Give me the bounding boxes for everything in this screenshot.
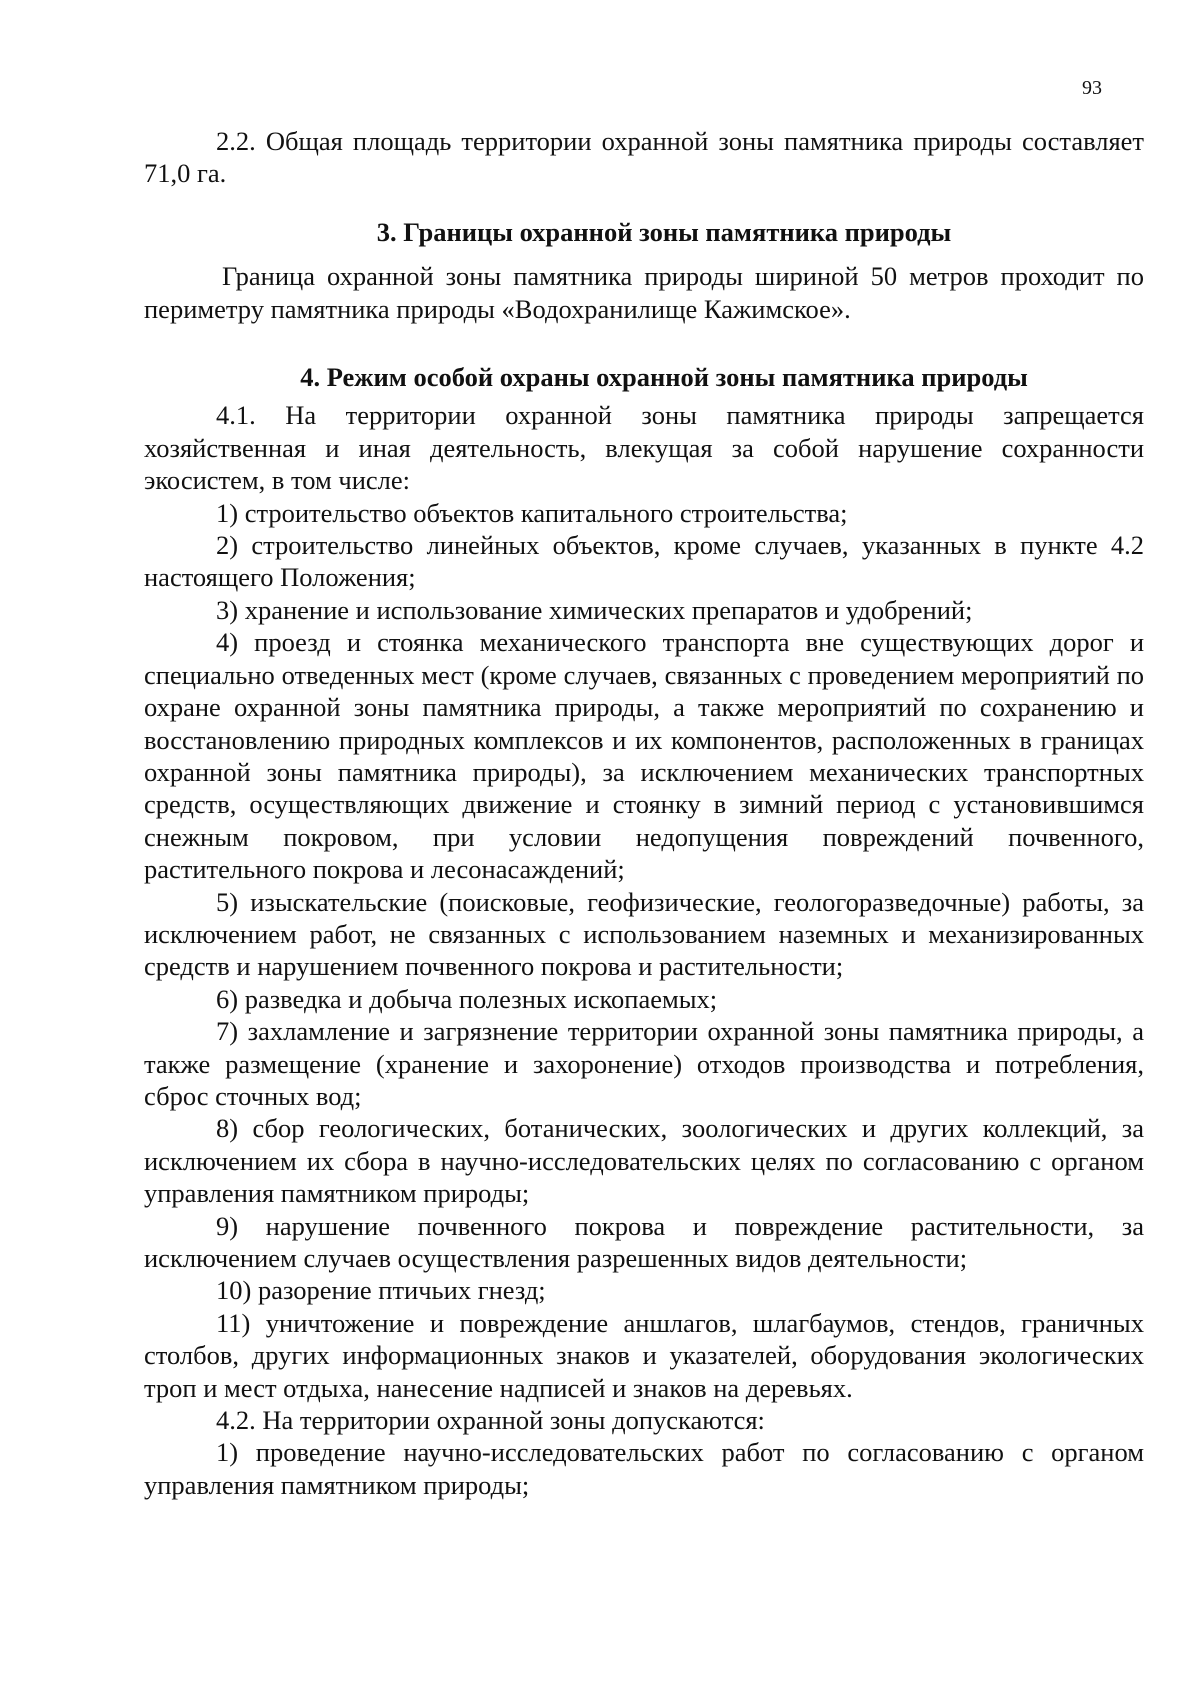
list-item: 3) хранение и использование химических препаратов и удобрений; <box>216 594 973 625</box>
list-item: 1) проведение научно-исследовательских работ по согласованию с органом управления памятником природы; <box>144 1437 1144 1500</box>
paragraph-2-2: 2.2. Общая площадь территории охранной зоны памятника природы составляет 71,0 га. <box>144 126 1144 189</box>
list-item: 2) строительство линейных объектов, кроме случаев, указанных в пункте 4.2 настоящего Положения; <box>144 530 1144 593</box>
document-body <box>144 125 1144 1501</box>
section-4-heading: 4. Режим особой охраны охранной зоны памятника природы <box>300 362 1028 393</box>
section-3-text: Граница охранной зоны памятника природы шириной 50 метров проходит по периметру памятника природы «Водохранилище Кажимское». <box>144 261 1144 324</box>
list-item: 6) разведка и добыча полезных ископаемых; <box>216 983 718 1014</box>
list-item: 4) проезд и стоянка механического транспорта вне существующих дорог и специально отведенных мест (кроме случаев, связанных с проведением мероприятий по охране охранной зоны памятника природы, а также мероприятий по сохранению и восстановлению природных комплексов и их компонентов, расположенных в границах охранной зоны памятника природы), за исключением механических транспортных средств, осуществляющих движение и стоянку в зимний период с установившимся снежным покровом, при условии недопущения повреждений почвенного, растительного покрова и лесонасаждений; <box>144 627 1144 885</box>
paragraph-4-2: 4.2. На территории охранной зоны допускаются: <box>216 1405 765 1436</box>
list-item: 10) разорение птичьих гнезд; <box>216 1275 546 1306</box>
page-number: 93 <box>1082 77 1102 99</box>
list-item: 1) строительство объектов капитального строительства; <box>216 497 848 528</box>
list-item: 9) нарушение почвенного покрова и повреждение растительности, за исключением случаев осуществления разрешенных видов деятельности; <box>144 1210 1144 1273</box>
section-3-heading: 3. Границы охранной зоны памятника природы <box>376 216 952 247</box>
paragraph-4-1: 4.1. На территории охранной зоны памятника природы запрещается хозяйственная и иная деятельность, влекущая за собой нарушение сохранности экосистем, в том числе: <box>144 400 1144 496</box>
list-item: 7) захламление и загрязнение территории охранной зоны памятника природы, а также размещение (хранение и захоронение) отходов производства и потребления, сброс сточных вод; <box>144 1016 1144 1111</box>
section-4-list <box>144 399 1144 1501</box>
list-item: 5) изыскательские (поисковые, геофизические, геологоразведочные) работы, за исключением работ, не связанных с использованием наземных и механизированных средств и нарушением почвенного покрова и растительности; <box>144 886 1144 982</box>
list-item: 11) уничтожение и повреждение аншлагов, шлагбаумов, стендов, граничных столбов, других информационных знаков и указателей, оборудования экологических троп и мест отдыха, нанесение надписей и знаков на деревьях. <box>144 1307 1144 1403</box>
list-item: 8) сбор геологических, ботанических, зоологических и других коллекций, за исключением их сбора в научно-исследовательских целях по согласованию с органом управления памятником природы; <box>144 1113 1144 1209</box>
